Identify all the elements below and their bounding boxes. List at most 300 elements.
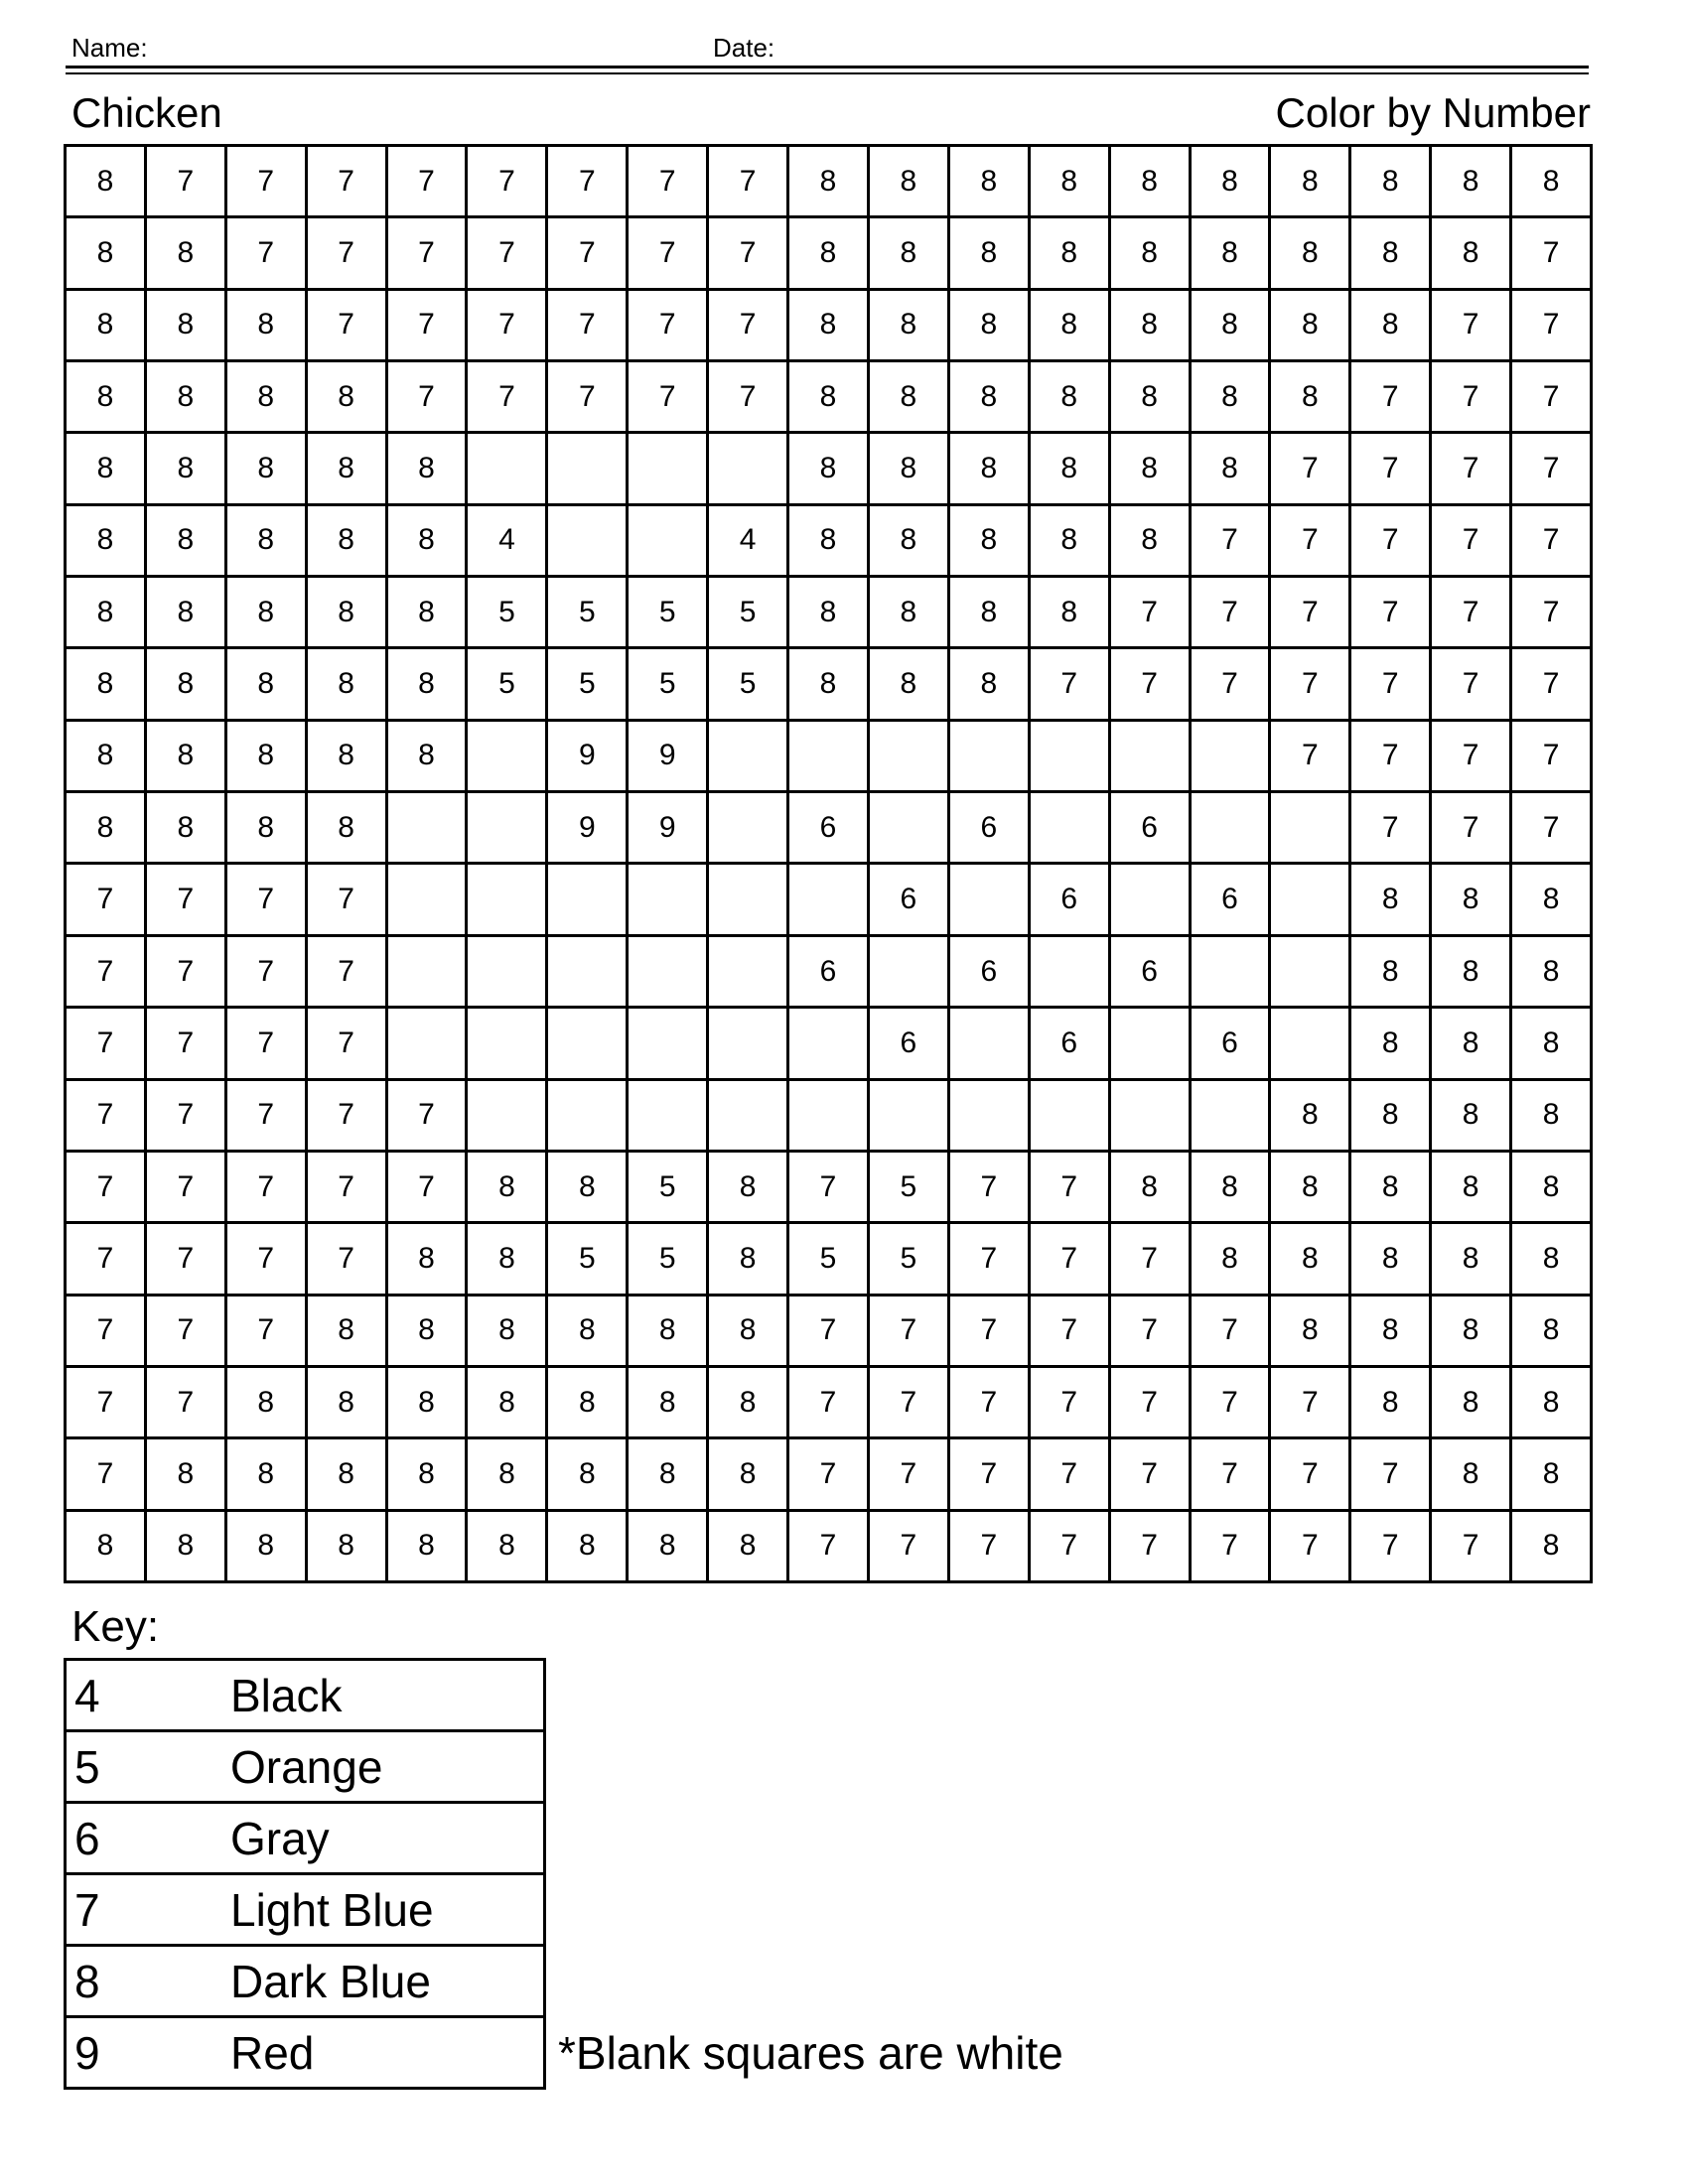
grid-cell: 7 — [227, 937, 308, 1009]
grid-cell: 8 — [388, 649, 469, 721]
grid-cell: 7 — [629, 291, 709, 362]
grid-cell: 7 — [1351, 362, 1432, 434]
grid-cell: 8 — [950, 291, 1031, 362]
grid-cell: 8 — [67, 1512, 147, 1583]
key-number: 5 — [74, 1740, 100, 1793]
grid-cell: 8 — [548, 1512, 629, 1583]
grid-cell: 8 — [227, 362, 308, 434]
grid-cell: 5 — [629, 1153, 709, 1224]
grid-cell: 7 — [1512, 434, 1593, 505]
grid-cell: 8 — [1432, 1009, 1512, 1080]
grid-cell: 8 — [67, 793, 147, 865]
grid-cell: 7 — [1271, 1439, 1351, 1511]
grid-cell — [629, 1009, 709, 1080]
grid-cell: 7 — [1351, 1439, 1432, 1511]
grid-cell: 8 — [308, 793, 388, 865]
grid-cell — [870, 793, 950, 865]
grid-cell: 8 — [1351, 1224, 1432, 1296]
worksheet-title: Chicken — [71, 89, 222, 136]
grid-cell: 7 — [308, 1153, 388, 1224]
grid-cell: 7 — [1192, 578, 1272, 649]
grid-cell — [1192, 937, 1272, 1009]
grid-cell — [629, 865, 709, 936]
grid-cell — [870, 722, 950, 793]
grid-cell: 8 — [950, 434, 1031, 505]
grid-cell: 7 — [67, 1009, 147, 1080]
grid-cell: 7 — [308, 865, 388, 936]
grid-cell: 8 — [1351, 1009, 1432, 1080]
grid-cell: 8 — [870, 291, 950, 362]
grid-cell: 7 — [1271, 649, 1351, 721]
grid-cell: 8 — [388, 1297, 469, 1368]
grid-cell: 7 — [147, 1224, 227, 1296]
grid-cell: 7 — [1271, 434, 1351, 505]
grid-cell — [950, 1009, 1031, 1080]
grid-cell: 8 — [709, 1153, 789, 1224]
grid-cell: 8 — [1512, 1224, 1593, 1296]
grid-cell: 8 — [1111, 506, 1192, 578]
date-label: Date: — [713, 33, 775, 63]
grid-cell: 7 — [1192, 506, 1272, 578]
grid-cell: 7 — [1512, 362, 1593, 434]
grid-cell: 7 — [67, 1224, 147, 1296]
grid-cell: 5 — [629, 649, 709, 721]
grid-cell: 7 — [1351, 649, 1432, 721]
grid-cell: 8 — [1512, 1512, 1593, 1583]
grid-cell — [388, 1009, 469, 1080]
grid-cell: 7 — [950, 1224, 1031, 1296]
grid-cell: 9 — [629, 722, 709, 793]
grid-cell: 7 — [709, 291, 789, 362]
grid-cell: 7 — [1432, 362, 1512, 434]
grid-cell — [709, 937, 789, 1009]
grid-cell: 8 — [1432, 147, 1512, 218]
grid-cell: 5 — [789, 1224, 870, 1296]
grid-cell: 7 — [1031, 1512, 1111, 1583]
grid-cell: 8 — [709, 1439, 789, 1511]
grid-cell: 8 — [950, 506, 1031, 578]
grid-cell: 7 — [789, 1297, 870, 1368]
grid-cell: 8 — [227, 434, 308, 505]
grid-cell: 8 — [388, 1439, 469, 1511]
grid-cell: 8 — [548, 1153, 629, 1224]
grid-cell: 7 — [1192, 649, 1272, 721]
grid-cell: 7 — [1271, 1368, 1351, 1439]
grid-cell: 8 — [308, 506, 388, 578]
grid-cell: 7 — [1432, 1512, 1512, 1583]
grid-cell: 8 — [789, 506, 870, 578]
grid-cell: 7 — [147, 1368, 227, 1439]
grid-cell: 7 — [1271, 722, 1351, 793]
grid-cell — [1111, 1009, 1192, 1080]
grid-cell: 8 — [468, 1297, 548, 1368]
grid-cell — [1192, 1081, 1272, 1153]
grid-cell — [629, 434, 709, 505]
grid-cell: 8 — [1432, 1297, 1512, 1368]
grid-cell: 8 — [147, 218, 227, 290]
grid-cell: 7 — [1432, 291, 1512, 362]
grid-cell: 8 — [1351, 291, 1432, 362]
grid-cell — [468, 434, 548, 505]
grid-cell: 8 — [227, 1439, 308, 1511]
grid-cell: 6 — [1031, 865, 1111, 936]
grid-cell: 5 — [709, 578, 789, 649]
grid-cell: 8 — [1512, 1297, 1593, 1368]
grid-cell: 8 — [1271, 147, 1351, 218]
grid-cell: 7 — [227, 1224, 308, 1296]
grid-cell: 8 — [1031, 578, 1111, 649]
grid-cell: 7 — [147, 937, 227, 1009]
grid-cell: 7 — [147, 1081, 227, 1153]
grid-cell: 8 — [1111, 362, 1192, 434]
grid-cell: 5 — [870, 1153, 950, 1224]
grid-cell: 8 — [147, 578, 227, 649]
grid-cell: 7 — [1271, 506, 1351, 578]
grid-cell: 8 — [147, 649, 227, 721]
grid-cell: 8 — [950, 649, 1031, 721]
grid-cell: 8 — [308, 1297, 388, 1368]
grid-cell — [468, 722, 548, 793]
grid-cell: 5 — [468, 578, 548, 649]
grid-cell: 5 — [870, 1224, 950, 1296]
grid-cell: 7 — [388, 1081, 469, 1153]
grid-cell: 8 — [1192, 362, 1272, 434]
grid-cell: 7 — [1351, 722, 1432, 793]
grid-cell — [870, 1081, 950, 1153]
key-row — [67, 1804, 546, 1875]
grid-cell — [468, 865, 548, 936]
grid-cell: 7 — [1111, 1297, 1192, 1368]
grid-cell: 8 — [227, 1512, 308, 1583]
grid-cell: 8 — [468, 1439, 548, 1511]
grid-cell: 6 — [789, 937, 870, 1009]
grid-cell — [709, 793, 789, 865]
grid-cell: 7 — [709, 147, 789, 218]
grid-cell: 8 — [1271, 291, 1351, 362]
grid-cell: 8 — [1351, 1297, 1432, 1368]
grid-cell: 8 — [950, 362, 1031, 434]
grid-cell: 8 — [1192, 147, 1272, 218]
grid-cell: 8 — [227, 722, 308, 793]
grid-cell — [468, 793, 548, 865]
grid-cell — [388, 793, 469, 865]
grid-cell: 7 — [308, 1224, 388, 1296]
grid-cell: 8 — [1192, 1153, 1272, 1224]
key-color-name: Light Blue — [230, 1883, 434, 1936]
grid-cell: 8 — [388, 722, 469, 793]
grid-cell: 7 — [950, 1512, 1031, 1583]
grid-cell: 8 — [1351, 1081, 1432, 1153]
grid-cell: 8 — [1351, 218, 1432, 290]
key-number: 8 — [74, 1955, 100, 2007]
grid-cell — [468, 1009, 548, 1080]
key-row — [67, 1661, 546, 1732]
name-label: Name: — [71, 33, 148, 63]
grid-cell: 5 — [548, 649, 629, 721]
worksheet-subtitle: Color by Number — [1275, 89, 1591, 136]
grid-cell: 8 — [1351, 865, 1432, 936]
grid-cell: 8 — [468, 1368, 548, 1439]
grid-cell: 7 — [308, 937, 388, 1009]
grid-cell — [1192, 722, 1272, 793]
grid-cell: 7 — [147, 1297, 227, 1368]
grid-cell: 8 — [1432, 1368, 1512, 1439]
grid-cell: 7 — [227, 1153, 308, 1224]
grid-cell: 7 — [950, 1153, 1031, 1224]
grid-cell: 7 — [789, 1368, 870, 1439]
grid-cell: 8 — [67, 722, 147, 793]
grid-cell: 8 — [468, 1224, 548, 1296]
grid-cell: 8 — [950, 578, 1031, 649]
grid-cell: 7 — [1031, 1224, 1111, 1296]
grid-cell: 8 — [388, 1512, 469, 1583]
grid-cell: 7 — [1192, 1512, 1272, 1583]
grid-cell — [789, 722, 870, 793]
grid-cell: 8 — [789, 147, 870, 218]
grid-cell: 8 — [870, 362, 950, 434]
grid-cell: 7 — [1111, 1439, 1192, 1511]
grid-cell: 7 — [548, 362, 629, 434]
grid-cell: 8 — [1432, 865, 1512, 936]
grid-cell: 7 — [1111, 1368, 1192, 1439]
grid-cell: 8 — [1432, 218, 1512, 290]
grid-cell: 8 — [308, 1439, 388, 1511]
grid-cell: 7 — [468, 218, 548, 290]
grid-cell: 7 — [67, 1153, 147, 1224]
grid-cell: 7 — [950, 1297, 1031, 1368]
grid-cell: 5 — [629, 578, 709, 649]
blank-squares-note: *Blank squares are white — [558, 2027, 1063, 2079]
grid-cell: 8 — [1432, 1153, 1512, 1224]
grid-cell — [468, 937, 548, 1009]
grid-cell: 7 — [1031, 1297, 1111, 1368]
grid-cell: 7 — [227, 218, 308, 290]
grid-cell: 9 — [548, 722, 629, 793]
grid-cell: 8 — [1192, 1224, 1272, 1296]
grid-cell — [789, 1009, 870, 1080]
grid-cell: 8 — [227, 291, 308, 362]
grid-cell: 7 — [1351, 578, 1432, 649]
grid-cell: 8 — [67, 147, 147, 218]
grid-cell: 9 — [548, 793, 629, 865]
grid-cell: 8 — [709, 1368, 789, 1439]
grid-cell: 8 — [870, 649, 950, 721]
grid-cell: 7 — [308, 147, 388, 218]
key-color-name: Red — [230, 2026, 315, 2079]
grid-cell: 8 — [227, 793, 308, 865]
grid-cell: 7 — [1432, 793, 1512, 865]
grid-cell: 7 — [308, 1009, 388, 1080]
grid-cell: 7 — [1031, 1439, 1111, 1511]
grid-cell: 7 — [789, 1439, 870, 1511]
grid-cell — [548, 506, 629, 578]
grid-cell: 6 — [1111, 937, 1192, 1009]
key-color-name: Orange — [230, 1740, 383, 1793]
grid-cell: 7 — [870, 1297, 950, 1368]
grid-cell — [709, 722, 789, 793]
grid-cell: 4 — [468, 506, 548, 578]
grid-cell: 7 — [468, 362, 548, 434]
grid-cell — [1031, 937, 1111, 1009]
grid-cell: 8 — [227, 578, 308, 649]
grid-cell — [629, 937, 709, 1009]
grid-cell: 8 — [1031, 218, 1111, 290]
grid-cell: 7 — [1111, 1224, 1192, 1296]
grid-cell: 5 — [548, 1224, 629, 1296]
grid-cell: 7 — [1351, 506, 1432, 578]
grid-cell: 8 — [870, 506, 950, 578]
key-row — [67, 2018, 546, 2090]
grid-cell: 7 — [388, 147, 469, 218]
grid-cell — [1031, 1081, 1111, 1153]
grid-cell: 7 — [1512, 793, 1593, 865]
grid-cell: 8 — [1432, 937, 1512, 1009]
grid-cell: 8 — [308, 1512, 388, 1583]
grid-cell: 8 — [548, 1297, 629, 1368]
grid-cell: 8 — [1271, 1081, 1351, 1153]
key-number: 7 — [74, 1883, 100, 1936]
grid-cell: 5 — [468, 649, 548, 721]
grid-cell — [950, 722, 1031, 793]
grid-cell: 8 — [629, 1439, 709, 1511]
grid-cell — [1192, 793, 1272, 865]
grid-cell: 6 — [1031, 1009, 1111, 1080]
grid-cell — [629, 1081, 709, 1153]
grid-cell: 8 — [308, 434, 388, 505]
grid-cell: 8 — [548, 1439, 629, 1511]
grid-cell: 8 — [1271, 218, 1351, 290]
grid-cell: 8 — [308, 578, 388, 649]
grid-cell: 7 — [227, 147, 308, 218]
grid-cell — [950, 1081, 1031, 1153]
grid-cell: 8 — [67, 218, 147, 290]
grid-cell — [1271, 937, 1351, 1009]
grid-cell: 8 — [789, 578, 870, 649]
grid-cell: 7 — [709, 362, 789, 434]
grid-cell: 8 — [870, 434, 950, 505]
grid-cell: 8 — [789, 362, 870, 434]
grid-cell: 7 — [147, 1153, 227, 1224]
grid-cell: 8 — [870, 218, 950, 290]
grid-cell: 8 — [67, 649, 147, 721]
grid-cell: 7 — [388, 291, 469, 362]
grid-cell: 8 — [709, 1297, 789, 1368]
grid-cell: 8 — [1512, 147, 1593, 218]
grid-cell: 8 — [1031, 506, 1111, 578]
grid-cell: 8 — [388, 1368, 469, 1439]
grid-cell: 7 — [1432, 649, 1512, 721]
grid-cell: 8 — [227, 649, 308, 721]
grid-cell: 8 — [388, 506, 469, 578]
grid-cell: 8 — [1031, 434, 1111, 505]
grid-cell: 8 — [1512, 1368, 1593, 1439]
grid-cell: 7 — [388, 1153, 469, 1224]
grid-cell: 7 — [1271, 1512, 1351, 1583]
grid-cell: 8 — [1111, 218, 1192, 290]
grid-cell — [1111, 1081, 1192, 1153]
grid-cell: 7 — [227, 865, 308, 936]
grid-cell: 7 — [1512, 649, 1593, 721]
grid-cell: 8 — [308, 722, 388, 793]
grid-cell: 7 — [308, 291, 388, 362]
grid-cell: 7 — [1111, 649, 1192, 721]
grid-cell — [709, 434, 789, 505]
grid-cell: 5 — [629, 1224, 709, 1296]
grid-cell: 7 — [548, 218, 629, 290]
grid-cell: 7 — [1351, 434, 1432, 505]
grid-cell: 8 — [468, 1153, 548, 1224]
grid-cell: 7 — [468, 147, 548, 218]
grid-cell: 8 — [1031, 291, 1111, 362]
key-number: 6 — [74, 1812, 100, 1864]
grid-cell: 8 — [1271, 1224, 1351, 1296]
grid-cell: 5 — [709, 649, 789, 721]
grid-cell: 6 — [1192, 865, 1272, 936]
grid-cell: 7 — [1271, 578, 1351, 649]
grid-cell: 7 — [1111, 1512, 1192, 1583]
grid-cell: 8 — [789, 218, 870, 290]
grid-cell: 7 — [227, 1297, 308, 1368]
grid-cell: 7 — [1031, 1153, 1111, 1224]
grid-cell — [709, 1081, 789, 1153]
key-row — [67, 1732, 546, 1804]
grid-cell: 8 — [388, 578, 469, 649]
grid-cell: 8 — [1192, 434, 1272, 505]
grid-cell: 8 — [67, 578, 147, 649]
grid-cell: 8 — [67, 291, 147, 362]
grid-cell: 8 — [1432, 1224, 1512, 1296]
grid-cell: 7 — [227, 1081, 308, 1153]
grid-cell: 6 — [1192, 1009, 1272, 1080]
grid-cell: 7 — [1031, 1368, 1111, 1439]
grid-cell: 8 — [468, 1512, 548, 1583]
grid-cell: 7 — [1192, 1439, 1272, 1511]
grid-cell: 7 — [1512, 506, 1593, 578]
grid-cell: 8 — [1192, 218, 1272, 290]
grid-cell — [1111, 865, 1192, 936]
grid-cell: 8 — [1351, 937, 1432, 1009]
grid-cell: 6 — [950, 793, 1031, 865]
grid-cell: 7 — [67, 937, 147, 1009]
grid-cell — [548, 1081, 629, 1153]
grid-cell: 7 — [67, 865, 147, 936]
grid-cell: 8 — [629, 1297, 709, 1368]
grid-cell — [709, 1009, 789, 1080]
grid-cell — [388, 865, 469, 936]
grid-cell: 7 — [147, 865, 227, 936]
key-row — [67, 1875, 546, 1947]
grid-cell: 8 — [147, 362, 227, 434]
grid-cell: 7 — [67, 1368, 147, 1439]
grid-cell: 8 — [1351, 1153, 1432, 1224]
grid-cell: 8 — [629, 1512, 709, 1583]
grid-cell: 7 — [1111, 578, 1192, 649]
grid-cell: 7 — [67, 1081, 147, 1153]
grid-cell: 7 — [548, 291, 629, 362]
grid-cell — [388, 937, 469, 1009]
grid-cell: 7 — [1512, 218, 1593, 290]
grid-cell: 8 — [870, 578, 950, 649]
grid-cell — [1271, 1009, 1351, 1080]
grid-cell: 7 — [1351, 1512, 1432, 1583]
grid-cell: 6 — [1111, 793, 1192, 865]
grid-cell: 8 — [1111, 147, 1192, 218]
grid-cell — [870, 937, 950, 1009]
grid-cell — [1271, 865, 1351, 936]
grid-cell: 8 — [1111, 291, 1192, 362]
grid-cell: 8 — [1192, 291, 1272, 362]
grid-cell: 7 — [629, 362, 709, 434]
